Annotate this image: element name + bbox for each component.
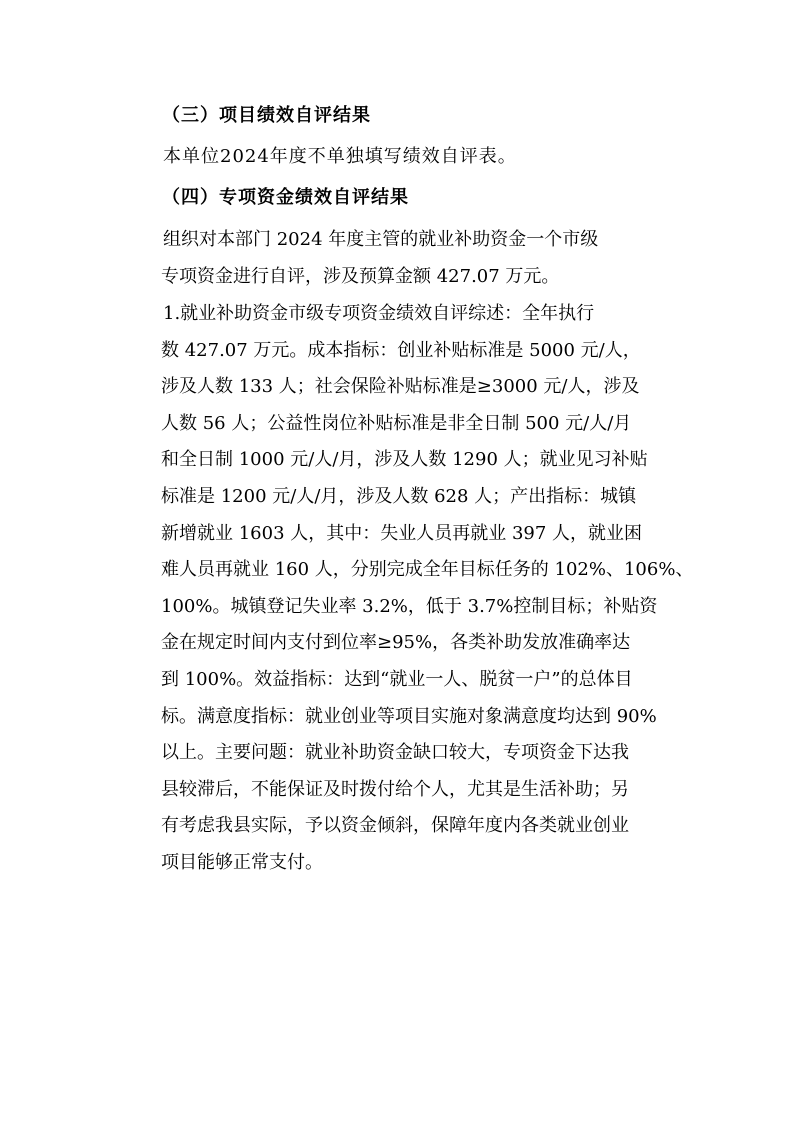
intro-line: 组织对本部门 2024 年度主管的就业补助资金一个市级 (163, 229, 599, 250)
intro-paragraph (163, 222, 633, 295)
detail-line: 难人员再就业 160 人，分别完成全年目标任务的 102%、106%、 (161, 559, 694, 581)
detail-line: 金在规定时间内支付到位率≥95%，各类补助发放准确率达 (161, 632, 631, 654)
section-heading-special-funds: （四）专项资金绩效自评结果 (162, 187, 409, 208)
detail-line: 1.就业补助资金市级专项资金绩效自评综述：全年执行 (163, 303, 595, 324)
detail-line: 涉及人数 133 人；社会保险补贴标准是≥3000 元/人，涉及 (161, 376, 640, 398)
detail-line: 数 427.07 万元。成本指标：创业补贴标准是 5000 元/人， (161, 339, 641, 361)
detail-line: 新增就业 1603 人，其中：失业人员再就业 397 人，就业困 (161, 522, 643, 544)
detail-line: 到 100%。效益指标：达到“就业一人、脱贫一户”的总体目 (161, 668, 633, 690)
detail-line: 100%。城镇登记失业率 3.2%，低于 3.7%控制目标；补贴资 (161, 595, 658, 617)
detail-line: 以上。主要问题：就业补助资金缺口较大，专项资金下达我 (161, 742, 629, 764)
detail-line: 和全日制 1000 元/人/月，涉及人数 1290 人；就业见习补贴 (161, 449, 648, 471)
detail-line: 项目能够正常支付。 (161, 851, 323, 873)
detail-line: 有考虑我县实际，予以资金倾斜，保障年度内各类就业创业 (161, 815, 629, 837)
detail-line: 标准是 1200 元/人/月，涉及人数 628 人；产出指标：城镇 (161, 485, 637, 507)
self-evaluation-statement: 本单位2024年度不单独填写绩效自评表。 (163, 146, 517, 167)
detail-paragraph (161, 296, 694, 882)
detail-line: 人数 56 人；公益性岗位补贴标准是非全日制 500 元/人/月 (161, 412, 632, 434)
detail-line: 标。满意度指标：就业创业等项目实施对象满意度均达到 90% (161, 705, 657, 727)
detail-line: 县较滞后，不能保证及时拨付给个人，尤其是生活补助；另 (161, 778, 629, 800)
section-heading-project-performance: （三）项目绩效自评结果 (162, 105, 371, 126)
intro-line: 专项资金进行自评，涉及预算金额 427.07 万元。 (161, 265, 560, 287)
